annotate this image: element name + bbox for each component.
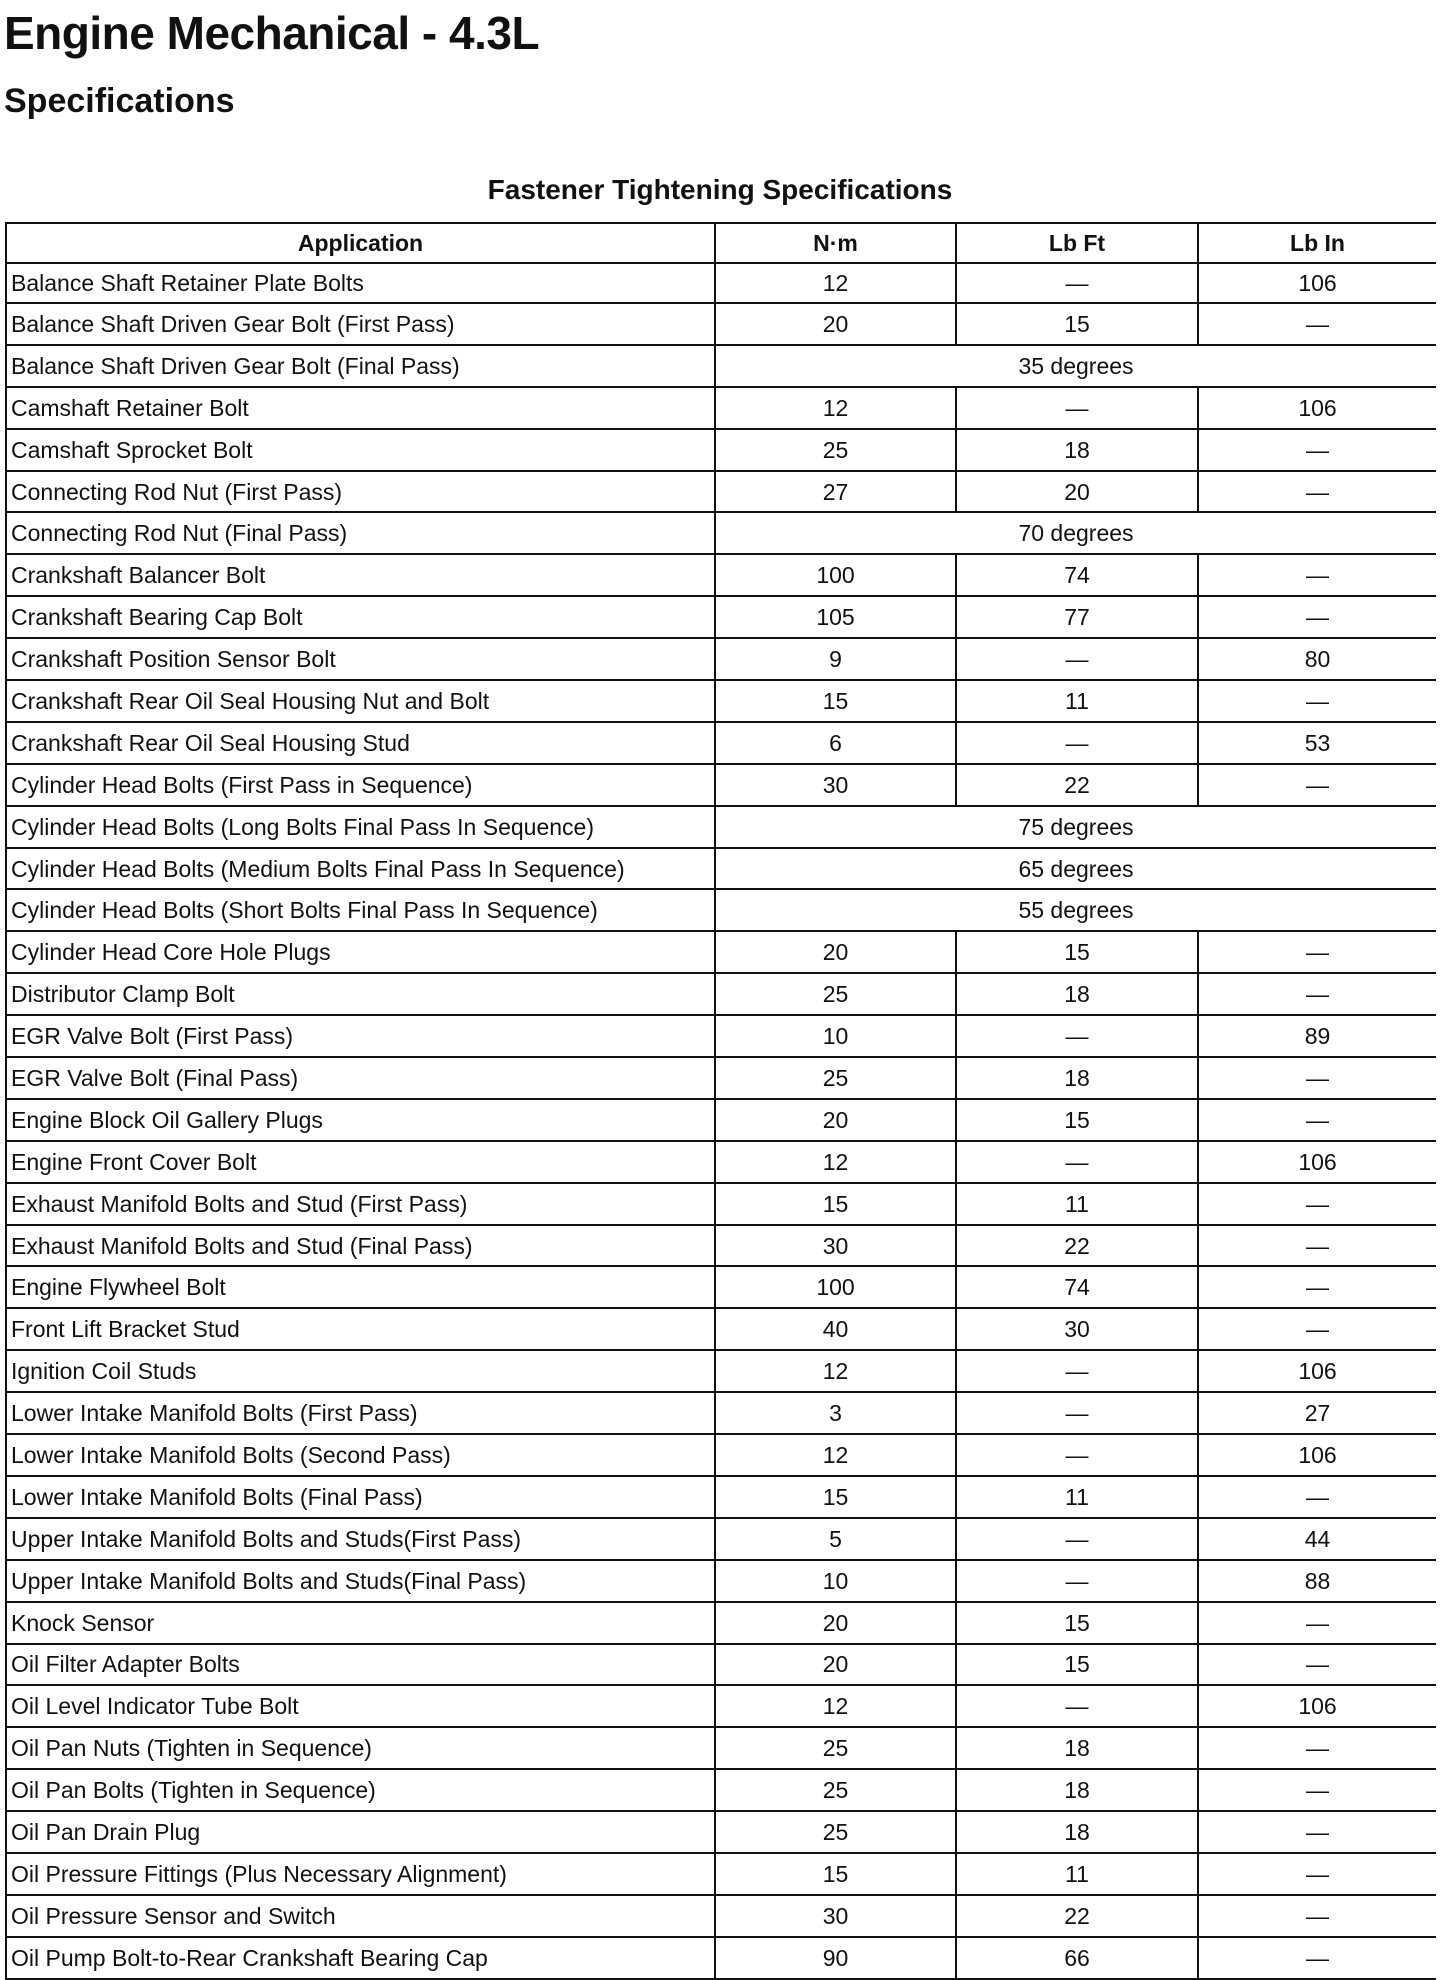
lb-ft-cell: 11 [956, 680, 1198, 722]
application-cell: Balance Shaft Driven Gear Bolt (First Pass) [6, 303, 715, 345]
lb-ft-cell: 15 [956, 931, 1198, 973]
lb-in-cell: — [1198, 764, 1436, 806]
angle-spec-cell: 35 degrees [715, 345, 1436, 387]
lb-in-cell: — [1198, 1895, 1436, 1937]
lb-in-cell: — [1198, 931, 1436, 973]
application-cell: Oil Pressure Sensor and Switch [6, 1895, 715, 1937]
table-row [6, 1727, 1436, 1769]
table-row [6, 387, 1436, 429]
application-cell: EGR Valve Bolt (Final Pass) [6, 1057, 715, 1099]
angle-spec-cell: 55 degrees [715, 889, 1436, 931]
angle-spec-cell: 70 degrees [715, 512, 1436, 554]
nm-cell: 27 [715, 471, 956, 513]
application-cell: Crankshaft Rear Oil Seal Housing Stud [6, 722, 715, 764]
nm-cell: 12 [715, 263, 956, 303]
table-row [6, 1099, 1436, 1141]
nm-cell: 25 [715, 429, 956, 471]
nm-cell: 105 [715, 596, 956, 638]
lb-in-cell: 106 [1198, 1141, 1436, 1183]
lb-in-cell: 27 [1198, 1392, 1436, 1434]
lb-in-cell: — [1198, 1476, 1436, 1518]
application-cell: Oil Level Indicator Tube Bolt [6, 1685, 715, 1727]
nm-cell: 25 [715, 973, 956, 1015]
table-row [6, 263, 1436, 303]
lb-ft-cell: 18 [956, 1769, 1198, 1811]
table-row [6, 429, 1436, 471]
application-cell: Upper Intake Manifold Bolts and Studs(Final Pass) [6, 1560, 715, 1602]
application-cell: Camshaft Retainer Bolt [6, 387, 715, 429]
table-row [6, 1350, 1436, 1392]
table-row [6, 1644, 1436, 1686]
fastener-spec-table [5, 222, 1436, 1980]
lb-in-cell: 88 [1198, 1560, 1436, 1602]
table-row [6, 638, 1436, 680]
table-row [6, 722, 1436, 764]
lb-in-cell: — [1198, 596, 1436, 638]
section-subtitle: Specifications [4, 82, 235, 120]
lb-ft-cell: — [956, 1685, 1198, 1727]
lb-ft-cell: — [956, 1434, 1198, 1476]
application-cell: Knock Sensor [6, 1602, 715, 1644]
application-cell: Engine Block Oil Gallery Plugs [6, 1099, 715, 1141]
lb-in-cell: — [1198, 1308, 1436, 1350]
application-cell: Oil Pan Drain Plug [6, 1811, 715, 1853]
lb-ft-cell: 18 [956, 1057, 1198, 1099]
nm-cell: 20 [715, 1602, 956, 1644]
nm-cell: 12 [715, 1141, 956, 1183]
lb-in-cell: 106 [1198, 1434, 1436, 1476]
table-row [6, 1853, 1436, 1895]
lb-ft-cell: 18 [956, 1811, 1198, 1853]
application-cell: Balance Shaft Driven Gear Bolt (Final Pass) [6, 345, 715, 387]
application-cell: Connecting Rod Nut (Final Pass) [6, 512, 715, 554]
nm-cell: 20 [715, 1099, 956, 1141]
table-row [6, 1518, 1436, 1560]
lb-in-cell: 106 [1198, 1350, 1436, 1392]
table-row [6, 1602, 1436, 1644]
nm-cell: 100 [715, 1266, 956, 1308]
lb-in-cell: — [1198, 1937, 1436, 1979]
application-cell: Ignition Coil Studs [6, 1350, 715, 1392]
table-row [6, 345, 1436, 387]
application-cell: Lower Intake Manifold Bolts (First Pass) [6, 1392, 715, 1434]
lb-ft-cell: 18 [956, 429, 1198, 471]
application-cell: Oil Pump Bolt-to-Rear Crankshaft Bearing Cap [6, 1937, 715, 1979]
column-header-application: Application [6, 223, 715, 263]
lb-in-cell: — [1198, 471, 1436, 513]
table-row [6, 596, 1436, 638]
lb-ft-cell: 22 [956, 1895, 1198, 1937]
lb-ft-cell: 66 [956, 1937, 1198, 1979]
lb-ft-cell: — [956, 1141, 1198, 1183]
table-row [6, 1141, 1436, 1183]
table-row [6, 1183, 1436, 1225]
nm-cell: 10 [715, 1560, 956, 1602]
nm-cell: 100 [715, 554, 956, 596]
lb-in-cell: — [1198, 303, 1436, 345]
nm-cell: 9 [715, 638, 956, 680]
lb-ft-cell: 11 [956, 1853, 1198, 1895]
lb-in-cell: — [1198, 1057, 1436, 1099]
table-row [6, 303, 1436, 345]
lb-in-cell: — [1198, 1183, 1436, 1225]
application-cell: Cylinder Head Bolts (First Pass in Sequence) [6, 764, 715, 806]
application-cell: Engine Front Cover Bolt [6, 1141, 715, 1183]
table-row [6, 1895, 1436, 1937]
nm-cell: 6 [715, 722, 956, 764]
application-cell: Cylinder Head Bolts (Short Bolts Final Pass In Sequence) [6, 889, 715, 931]
lb-ft-cell: 20 [956, 471, 1198, 513]
table-row [6, 1811, 1436, 1853]
nm-cell: 15 [715, 680, 956, 722]
lb-ft-cell: 18 [956, 1727, 1198, 1769]
lb-ft-cell: — [956, 387, 1198, 429]
lb-ft-cell: 30 [956, 1308, 1198, 1350]
table-row [6, 764, 1436, 806]
lb-ft-cell: — [956, 638, 1198, 680]
angle-spec-cell: 75 degrees [715, 806, 1436, 848]
lb-in-cell: 106 [1198, 387, 1436, 429]
lb-ft-cell: 11 [956, 1183, 1198, 1225]
lb-ft-cell: 15 [956, 303, 1198, 345]
application-cell: Connecting Rod Nut (First Pass) [6, 471, 715, 513]
nm-cell: 20 [715, 931, 956, 973]
table-row [6, 889, 1436, 931]
application-cell: Exhaust Manifold Bolts and Stud (First Pass) [6, 1183, 715, 1225]
application-cell: Cylinder Head Bolts (Long Bolts Final Pass In Sequence) [6, 806, 715, 848]
table-row [6, 554, 1436, 596]
nm-cell: 25 [715, 1057, 956, 1099]
lb-ft-cell: 15 [956, 1644, 1198, 1686]
application-cell: Crankshaft Position Sensor Bolt [6, 638, 715, 680]
application-cell: Cylinder Head Bolts (Medium Bolts Final Pass In Sequence) [6, 848, 715, 890]
table-row [6, 1434, 1436, 1476]
lb-ft-cell: 74 [956, 554, 1198, 596]
nm-cell: 5 [715, 1518, 956, 1560]
lb-in-cell: 80 [1198, 638, 1436, 680]
nm-cell: 12 [715, 387, 956, 429]
table-row [6, 512, 1436, 554]
page-title: Engine Mechanical - 4.3L [4, 7, 540, 59]
lb-ft-cell: 15 [956, 1099, 1198, 1141]
table-row [6, 1057, 1436, 1099]
application-cell: Upper Intake Manifold Bolts and Studs(First Pass) [6, 1518, 715, 1560]
lb-ft-cell: — [956, 1518, 1198, 1560]
lb-in-cell: — [1198, 1853, 1436, 1895]
lb-in-cell: 44 [1198, 1518, 1436, 1560]
lb-ft-cell: — [956, 1560, 1198, 1602]
nm-cell: 15 [715, 1183, 956, 1225]
lb-ft-cell: 15 [956, 1602, 1198, 1644]
nm-cell: 90 [715, 1937, 956, 1979]
lb-ft-cell: 22 [956, 1225, 1198, 1267]
application-cell: Crankshaft Balancer Bolt [6, 554, 715, 596]
column-header-lb-ft: Lb Ft [956, 223, 1198, 263]
nm-cell: 25 [715, 1769, 956, 1811]
table-row [6, 1392, 1436, 1434]
table-row [6, 680, 1436, 722]
lb-in-cell: 106 [1198, 263, 1436, 303]
lb-ft-cell: — [956, 263, 1198, 303]
lb-ft-cell: 74 [956, 1266, 1198, 1308]
table-row [6, 806, 1436, 848]
nm-cell: 15 [715, 1476, 956, 1518]
application-cell: Balance Shaft Retainer Plate Bolts [6, 263, 715, 303]
lb-ft-cell: 77 [956, 596, 1198, 638]
application-cell: Engine Flywheel Bolt [6, 1266, 715, 1308]
lb-in-cell: — [1198, 429, 1436, 471]
lb-in-cell: — [1198, 1602, 1436, 1644]
table-row [6, 1308, 1436, 1350]
lb-in-cell: — [1198, 1727, 1436, 1769]
table-row [6, 973, 1436, 1015]
nm-cell: 25 [715, 1727, 956, 1769]
lb-ft-cell: 18 [956, 973, 1198, 1015]
nm-cell: 30 [715, 764, 956, 806]
lb-in-cell: — [1198, 1099, 1436, 1141]
table-row [6, 1476, 1436, 1518]
application-cell: Front Lift Bracket Stud [6, 1308, 715, 1350]
lb-in-cell: 106 [1198, 1685, 1436, 1727]
lb-ft-cell: 11 [956, 1476, 1198, 1518]
table-row [6, 1937, 1436, 1979]
lb-in-cell: — [1198, 554, 1436, 596]
table-row [6, 471, 1436, 513]
nm-cell: 20 [715, 303, 956, 345]
table-row [6, 1266, 1436, 1308]
table-body [6, 263, 1436, 1979]
application-cell: Crankshaft Bearing Cap Bolt [6, 596, 715, 638]
table-row [6, 931, 1436, 973]
nm-cell: 30 [715, 1895, 956, 1937]
lb-ft-cell: — [956, 1350, 1198, 1392]
application-cell: Camshaft Sprocket Bolt [6, 429, 715, 471]
application-cell: Oil Filter Adapter Bolts [6, 1644, 715, 1686]
lb-in-cell: — [1198, 1644, 1436, 1686]
application-cell: EGR Valve Bolt (First Pass) [6, 1015, 715, 1057]
nm-cell: 12 [715, 1685, 956, 1727]
table-row [6, 1685, 1436, 1727]
lb-ft-cell: — [956, 1392, 1198, 1434]
lb-in-cell: — [1198, 1769, 1436, 1811]
column-header-lb-in: Lb In [1198, 223, 1436, 263]
table-row [6, 1015, 1436, 1057]
nm-cell: 12 [715, 1350, 956, 1392]
column-header-nm: N·m [715, 223, 956, 263]
lb-ft-cell: — [956, 1015, 1198, 1057]
application-cell: Oil Pan Bolts (Tighten in Sequence) [6, 1769, 715, 1811]
lb-ft-cell: 22 [956, 764, 1198, 806]
lb-in-cell: — [1198, 1266, 1436, 1308]
nm-cell: 10 [715, 1015, 956, 1057]
nm-cell: 40 [715, 1308, 956, 1350]
nm-cell: 25 [715, 1811, 956, 1853]
nm-cell: 3 [715, 1392, 956, 1434]
lb-in-cell: 53 [1198, 722, 1436, 764]
nm-cell: 15 [715, 1853, 956, 1895]
lb-in-cell: — [1198, 973, 1436, 1015]
lb-in-cell: — [1198, 1225, 1436, 1267]
angle-spec-cell: 65 degrees [715, 848, 1436, 890]
application-cell: Crankshaft Rear Oil Seal Housing Nut and Bolt [6, 680, 715, 722]
application-cell: Lower Intake Manifold Bolts (Final Pass) [6, 1476, 715, 1518]
table-row [6, 848, 1436, 890]
lb-ft-cell: — [956, 722, 1198, 764]
application-cell: Oil Pan Nuts (Tighten in Sequence) [6, 1727, 715, 1769]
nm-cell: 20 [715, 1644, 956, 1686]
application-cell: Exhaust Manifold Bolts and Stud (Final Pass) [6, 1225, 715, 1267]
nm-cell: 12 [715, 1434, 956, 1476]
nm-cell: 30 [715, 1225, 956, 1267]
application-cell: Lower Intake Manifold Bolts (Second Pass) [6, 1434, 715, 1476]
table-row [6, 1225, 1436, 1267]
table-header-row [6, 223, 1436, 263]
table-title: Fastener Tightening Specifications [487, 174, 953, 205]
lb-in-cell: — [1198, 1811, 1436, 1853]
application-cell: Distributor Clamp Bolt [6, 973, 715, 1015]
application-cell: Oil Pressure Fittings (Plus Necessary Alignment) [6, 1853, 715, 1895]
table-row [6, 1560, 1436, 1602]
table-row [6, 1769, 1436, 1811]
application-cell: Cylinder Head Core Hole Plugs [6, 931, 715, 973]
lb-in-cell: 89 [1198, 1015, 1436, 1057]
lb-in-cell: — [1198, 680, 1436, 722]
